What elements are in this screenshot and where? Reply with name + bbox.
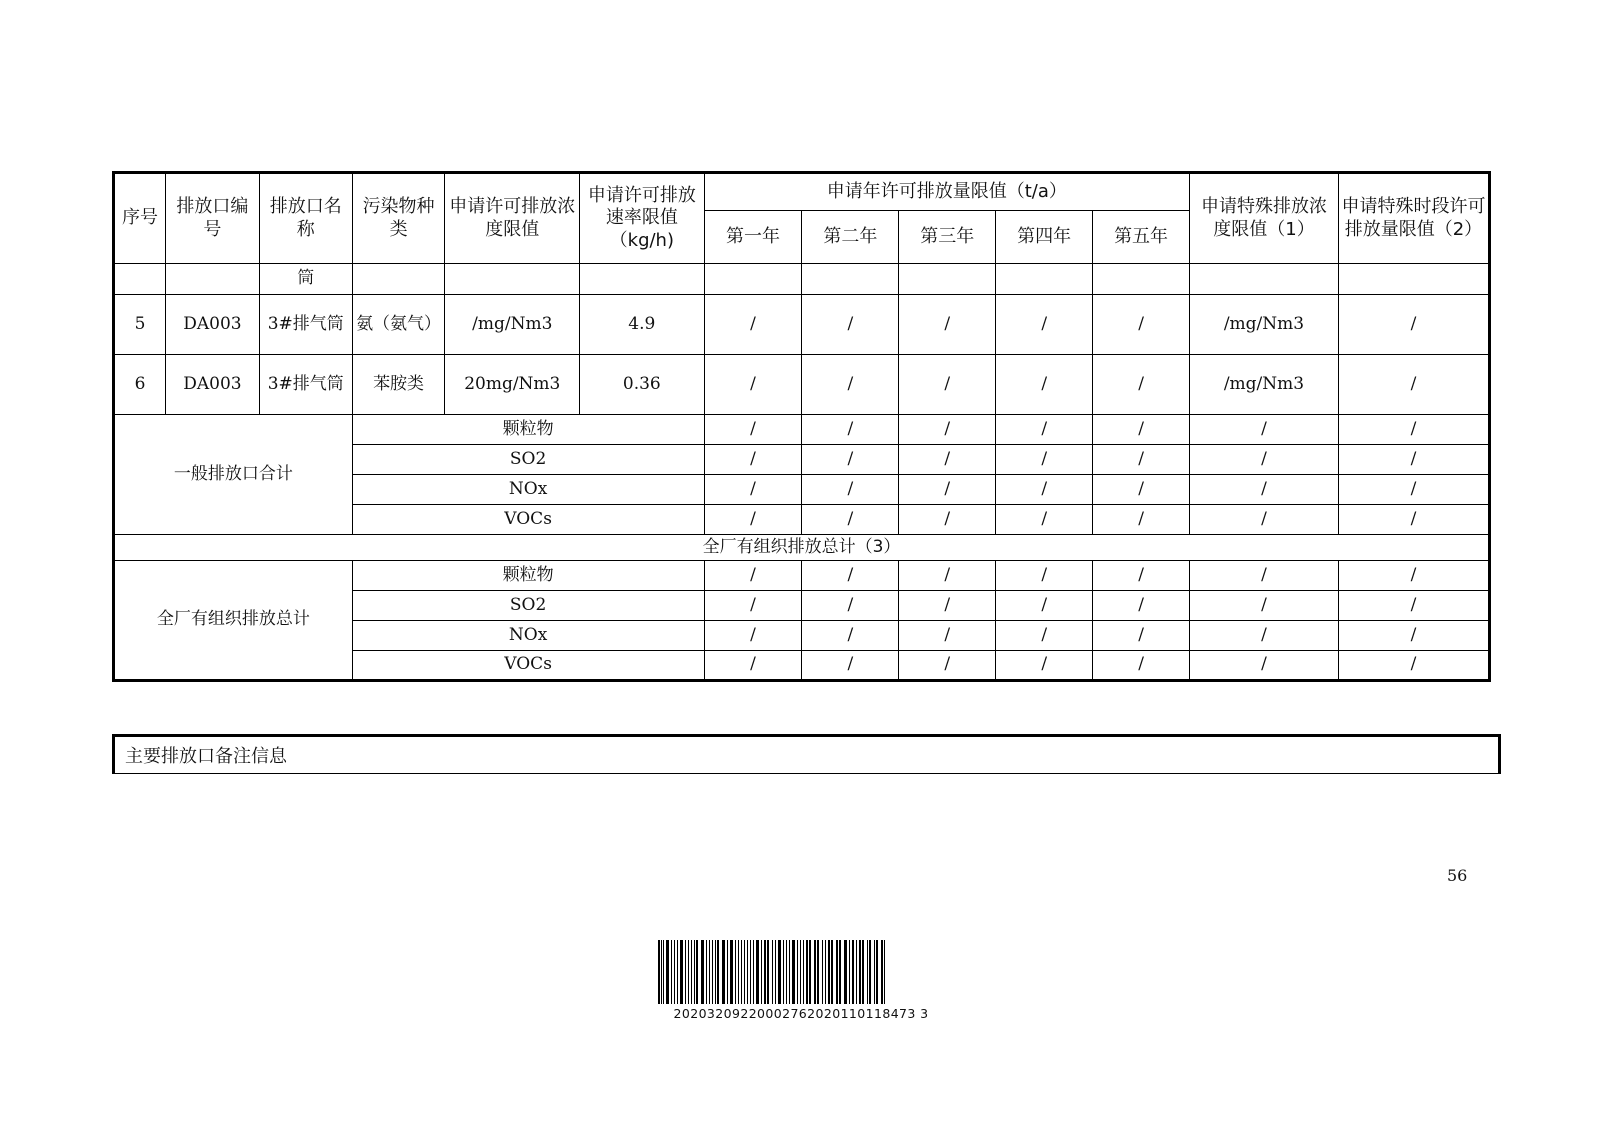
value-cell: /	[899, 651, 996, 681]
year-5-cell: /	[1093, 295, 1190, 355]
pollutant-cell: 苯胺类	[352, 355, 445, 415]
year-2-cell: /	[802, 355, 899, 415]
rate-cell: 4.9	[580, 295, 704, 355]
plant-total-banner: 全厂有组织排放总计（3）	[114, 535, 1490, 561]
value-cell: /	[1093, 621, 1190, 651]
value-cell: /	[899, 505, 996, 535]
pollutant-cell: SO2	[352, 591, 704, 621]
year-5-cell: /	[1093, 355, 1190, 415]
value-cell: /	[1190, 591, 1339, 621]
value-cell: /	[802, 505, 899, 535]
special-period-cell: /	[1338, 295, 1489, 355]
special-period-cell: /	[1338, 355, 1489, 415]
value-cell: /	[996, 475, 1093, 505]
general-total-label: 一般排放口合计	[114, 415, 353, 535]
value-cell: /	[704, 415, 802, 445]
value-cell: /	[1338, 475, 1489, 505]
header-special-period: 申请特殊时段许可排放量限值（2）	[1338, 173, 1489, 264]
value-cell: /	[1093, 651, 1190, 681]
value-cell: /	[704, 621, 802, 651]
conc-cell: 20mg/Nm3	[445, 355, 580, 415]
header-pollutant: 污染物种类	[352, 173, 445, 264]
outlet-name-cell: 3#排气筒	[259, 295, 352, 355]
value-cell: /	[1093, 591, 1190, 621]
seq-cell: 6	[114, 355, 166, 415]
value-cell: /	[996, 621, 1093, 651]
header-rate-limit: 申请许可排放速率限值（kg/h)	[580, 173, 704, 264]
seq-cell: 5	[114, 295, 166, 355]
year-3-cell: /	[899, 355, 996, 415]
value-cell: /	[1190, 415, 1339, 445]
value-cell: /	[704, 561, 802, 591]
pollutant-cell: SO2	[352, 445, 704, 475]
cell	[166, 264, 260, 295]
value-cell: /	[1093, 415, 1190, 445]
barcode-bars	[656, 940, 946, 1004]
pollutant-cell: 氨（氨气）	[352, 295, 445, 355]
header-special-conc: 申请特殊排放浓度限值（1）	[1190, 173, 1339, 264]
value-cell: /	[899, 621, 996, 651]
emission-permit-table	[112, 171, 1491, 682]
general-total-row	[114, 415, 1490, 445]
header-conc-limit: 申请许可排放浓度限值	[445, 173, 580, 264]
special-conc-cell: /mg/Nm3	[1190, 295, 1339, 355]
value-cell: /	[996, 445, 1093, 475]
header-seq: 序号	[114, 173, 166, 264]
pollutant-cell: NOx	[352, 475, 704, 505]
outlet-code-cell: DA003	[166, 295, 260, 355]
value-cell: /	[1338, 415, 1489, 445]
cell	[802, 264, 899, 295]
cell	[114, 264, 166, 295]
value-cell: /	[802, 561, 899, 591]
header-annual-limit: 申请年许可排放量限值（t/a）	[704, 173, 1189, 211]
value-cell: /	[704, 591, 802, 621]
value-cell: /	[899, 591, 996, 621]
value-cell: /	[1338, 561, 1489, 591]
cell	[996, 264, 1093, 295]
value-cell: /	[1190, 475, 1339, 505]
year-2-cell: /	[802, 295, 899, 355]
plant-total-banner-row	[114, 535, 1490, 561]
pollutant-cell: VOCs	[352, 651, 704, 681]
barcode-number: 20203209220002762020110118473 3	[673, 1006, 929, 1021]
cell	[352, 264, 445, 295]
value-cell: /	[1093, 475, 1190, 505]
value-cell: /	[802, 621, 899, 651]
value-cell: /	[1190, 621, 1339, 651]
cell	[1338, 264, 1489, 295]
pollutant-cell: VOCs	[352, 505, 704, 535]
value-cell: /	[996, 591, 1093, 621]
value-cell: /	[1190, 561, 1339, 591]
header-year-4: 第四年	[996, 211, 1093, 264]
special-conc-cell: /mg/Nm3	[1190, 355, 1339, 415]
cell	[445, 264, 580, 295]
cell	[704, 264, 802, 295]
value-cell: /	[1093, 505, 1190, 535]
value-cell: /	[899, 445, 996, 475]
value-cell: /	[899, 415, 996, 445]
table-row	[114, 295, 1490, 355]
cell	[580, 264, 704, 295]
value-cell: /	[996, 651, 1093, 681]
header-year-5: 第五年	[1093, 211, 1190, 264]
plant-total-label: 全厂有组织排放总计	[114, 561, 353, 681]
value-cell: /	[1190, 651, 1339, 681]
value-cell: /	[802, 445, 899, 475]
value-cell: /	[899, 561, 996, 591]
pollutant-cell: 颗粒物	[352, 415, 704, 445]
value-cell: /	[996, 505, 1093, 535]
value-cell: /	[1190, 505, 1339, 535]
outlet-name-cell: 筒	[259, 264, 352, 295]
pollutant-cell: NOx	[352, 621, 704, 651]
value-cell: /	[996, 415, 1093, 445]
value-cell: /	[802, 475, 899, 505]
year-3-cell: /	[899, 295, 996, 355]
year-1-cell: /	[704, 295, 802, 355]
year-4-cell: /	[996, 355, 1093, 415]
main-outlet-notes	[112, 734, 1501, 774]
conc-cell: /mg/Nm3	[445, 295, 580, 355]
notes-label: 主要排放口备注信息	[125, 746, 287, 767]
value-cell: /	[1093, 561, 1190, 591]
barcode	[656, 940, 946, 1021]
value-cell: /	[1338, 445, 1489, 475]
outlet-name-cell: 3#排气筒	[259, 355, 352, 415]
year-4-cell: /	[996, 295, 1093, 355]
cell	[1093, 264, 1190, 295]
rate-cell: 0.36	[580, 355, 704, 415]
header-year-3: 第三年	[899, 211, 996, 264]
plant-total-row	[114, 561, 1490, 591]
value-cell: /	[1338, 651, 1489, 681]
value-cell: /	[1338, 505, 1489, 535]
header-outlet-name: 排放口名称	[259, 173, 352, 264]
page-number: 56	[1447, 866, 1468, 885]
value-cell: /	[704, 445, 802, 475]
value-cell: /	[1190, 445, 1339, 475]
header-year-1: 第一年	[704, 211, 802, 264]
outlet-code-cell: DA003	[166, 355, 260, 415]
pollutant-cell: 颗粒物	[352, 561, 704, 591]
value-cell: /	[704, 505, 802, 535]
value-cell: /	[899, 475, 996, 505]
cell	[1190, 264, 1339, 295]
year-1-cell: /	[704, 355, 802, 415]
value-cell: /	[1338, 591, 1489, 621]
value-cell: /	[1338, 621, 1489, 651]
value-cell: /	[1093, 445, 1190, 475]
value-cell: /	[704, 651, 802, 681]
table-row	[114, 355, 1490, 415]
value-cell: /	[802, 651, 899, 681]
cell	[899, 264, 996, 295]
value-cell: /	[802, 415, 899, 445]
header-outlet-code: 排放口编号	[166, 173, 260, 264]
continuation-row	[114, 264, 1490, 295]
value-cell: /	[802, 591, 899, 621]
value-cell: /	[704, 475, 802, 505]
value-cell: /	[996, 561, 1093, 591]
header-year-2: 第二年	[802, 211, 899, 264]
